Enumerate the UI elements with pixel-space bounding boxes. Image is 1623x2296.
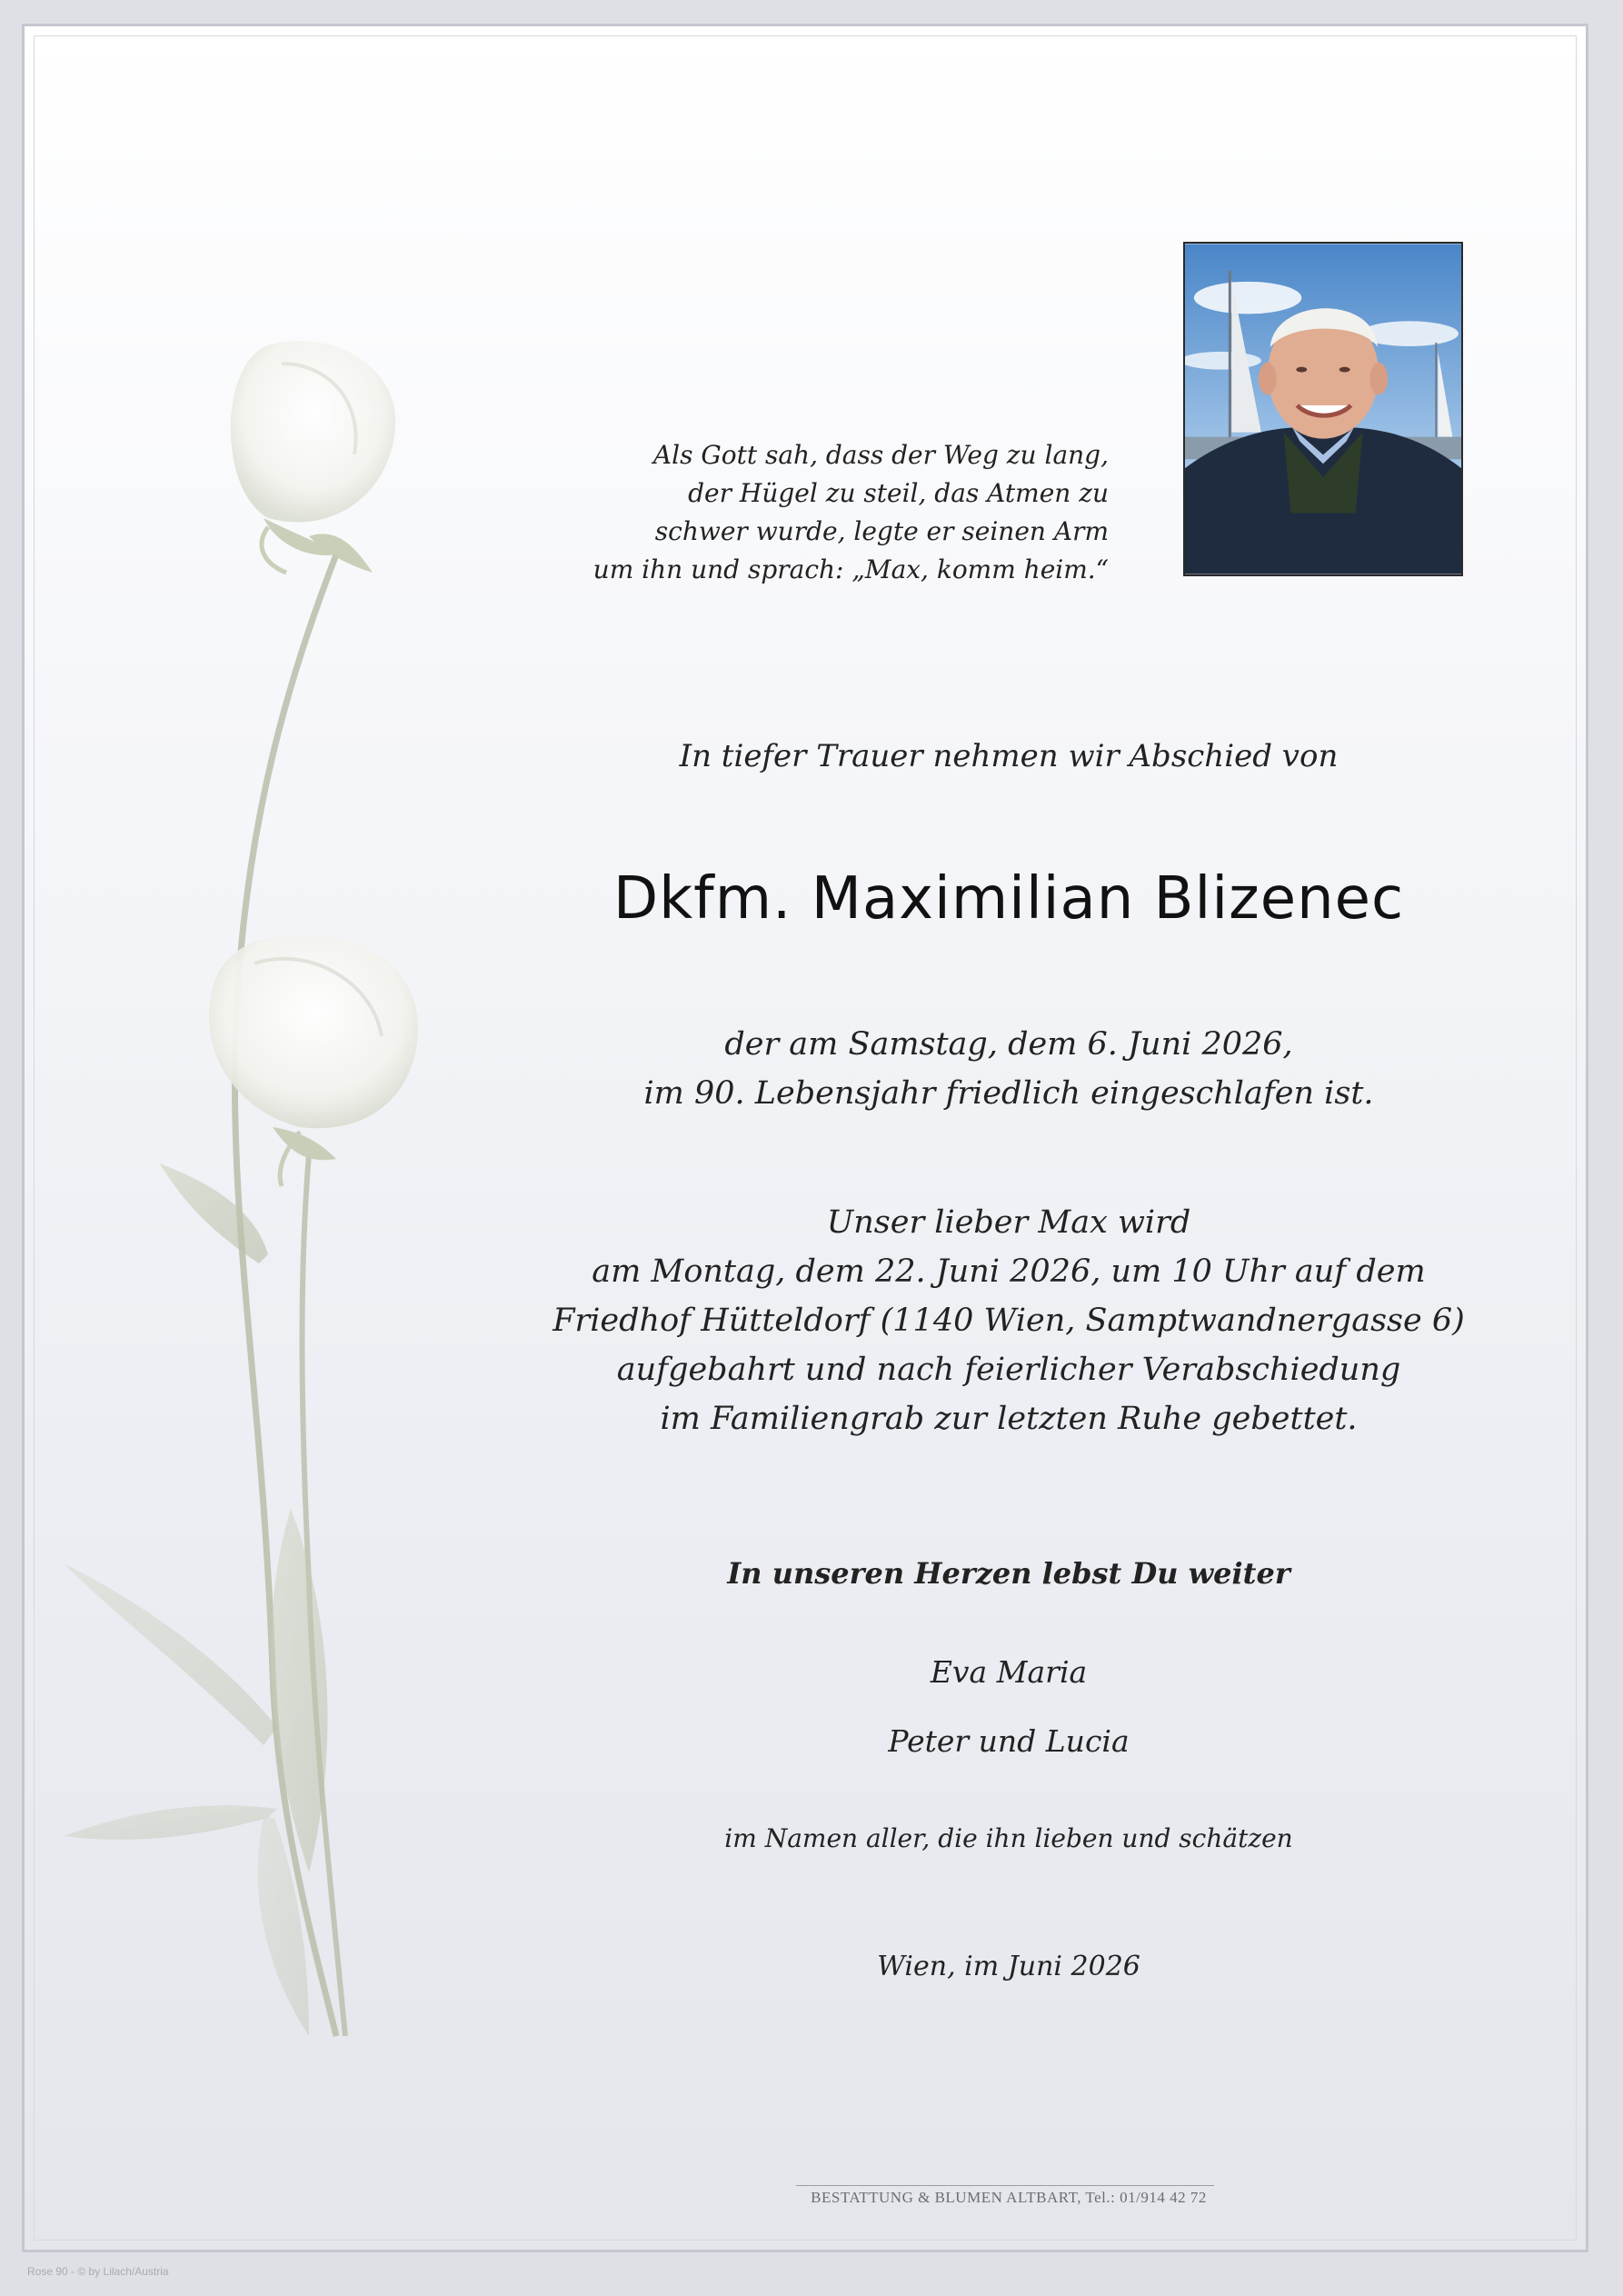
mourner-name: Peter und Lucia	[888, 1723, 1130, 1759]
funeral-line: im Familiengrab zur letzten Ruhe gebettet.	[660, 1401, 1358, 1437]
passing-line: der am Samstag, dem 6. Juni 2026,	[724, 1026, 1293, 1063]
closing-line: im Namen aller, die ihn lieben und schätzen	[724, 1823, 1293, 1853]
poem-line: der Hügel zu steil, das Atmen zu	[688, 478, 1109, 508]
image-credit: Rose 90 - © by Lilach/Austria	[27, 2265, 169, 2278]
funeral-line: Unser lieber Max wird	[826, 1204, 1191, 1241]
rose-top	[231, 341, 395, 573]
memorial-poem	[545, 436, 1109, 589]
passing-notice	[509, 1020, 1508, 1118]
white-roses-illustration	[36, 309, 509, 2054]
mourning-intro: In tiefer Trauer nehmen wir Abschied von	[679, 738, 1339, 774]
funeral-line: Friedhof Hütteldorf (1140 Wien, Samptwandnergasse 6)	[553, 1303, 1465, 1339]
footer-divider	[796, 2185, 1214, 2186]
mourner-name: Eva Maria	[930, 1654, 1088, 1690]
passing-line: im 90. Lebensjahr friedlich eingeschlafen ist.	[643, 1075, 1374, 1112]
deceased-name: Dkfm. Maximilian Blizenec	[612, 865, 1405, 933]
poem-line: schwer wurde, legte er seinen Arm	[654, 516, 1109, 546]
funeral-details	[509, 1198, 1508, 1443]
hearts-line: In unseren Herzen lebst Du weiter	[727, 1556, 1290, 1591]
funeral-home-footer: BESTATTUNG & BLUMEN ALTBART, Tel.: 01/914 42 72	[811, 2189, 1207, 2206]
poem-line: um ihn und sprach: „Max, komm heim.“	[592, 554, 1109, 584]
place-date: Wien, im Juni 2026	[877, 1951, 1140, 1982]
portrait-photo	[1183, 242, 1463, 576]
poem-line: Als Gott sah, dass der Weg zu lang,	[652, 440, 1109, 470]
rose-middle	[209, 934, 418, 1186]
funeral-line: am Montag, dem 22. Juni 2026, um 10 Uhr auf dem	[592, 1253, 1426, 1290]
funeral-line: aufgebahrt und nach feierlicher Verabschiedung	[616, 1352, 1401, 1388]
